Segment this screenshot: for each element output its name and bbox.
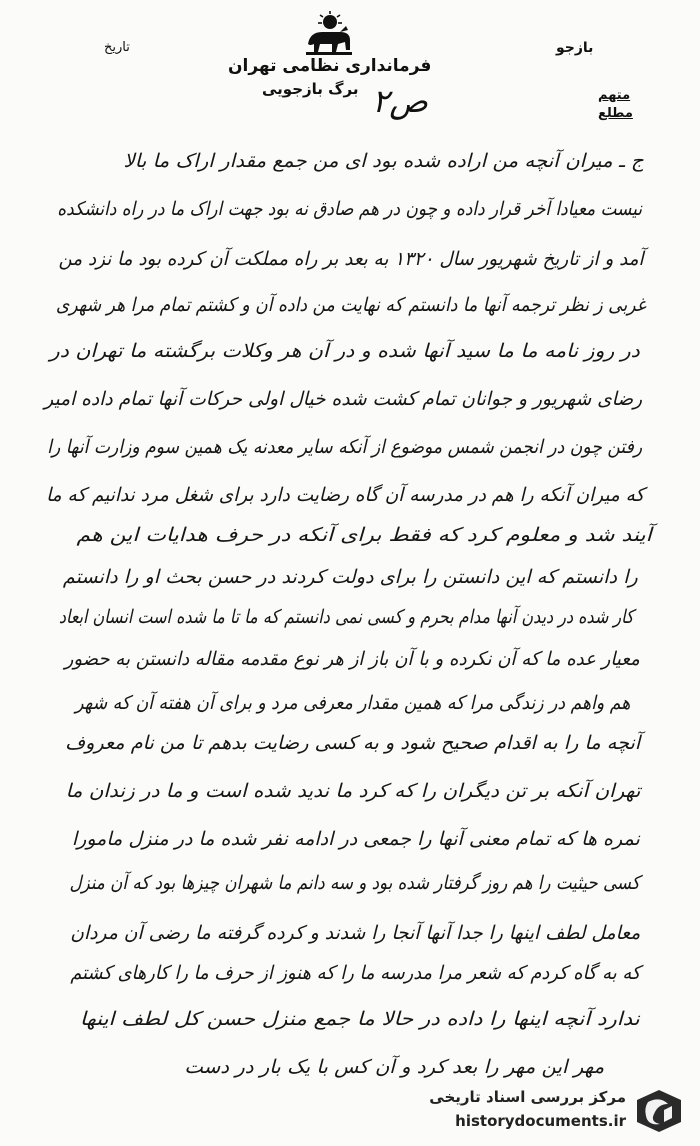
handwritten-line xyxy=(19,692,630,714)
handwritten-line-text: آنچه ما را به اقدام صحیح شود و به کسی رضایت بدهم تا من نام معروف xyxy=(64,732,640,754)
form-title: برگ بازجویی xyxy=(262,80,359,98)
handwritten-line xyxy=(65,780,640,802)
handwritten-line xyxy=(184,1056,604,1078)
interrogator-label: بازجو xyxy=(556,40,594,56)
handwritten-line xyxy=(0,198,642,220)
issuing-authority: فرمانداری نظامی تهران xyxy=(228,56,432,76)
watermark-name: مرکز بررسی اسناد تاریخی xyxy=(429,1088,626,1106)
handwritten-line-text: ندارد آنچه اینها را داده در حالا ما جمع منزل حسن کل لطف اینها xyxy=(80,1008,640,1030)
date-label: تاریخ xyxy=(104,40,130,55)
page-number: ص۲ xyxy=(372,82,428,120)
archive-watermark xyxy=(368,1086,688,1138)
handwritten-line-text: رضای شهریور و جوانان تمام کشت شده خیال اولی حرکات آنها تمام داده امیر xyxy=(44,388,642,410)
handwritten-line xyxy=(0,294,646,316)
handwritten-line-text: آیند شد و معلوم کرد که فقط برای آنکه در حرف هدایات این هم xyxy=(76,524,652,546)
handwritten-line-text: ج ـ میران آنچه من اراده شده بود ای من جمع مقدار اراک ما بالا xyxy=(123,150,644,172)
handwritten-line xyxy=(32,388,642,410)
handwritten-line xyxy=(49,340,640,362)
handwritten-line-text: کسی حیثیت را هم روز گرفتار شده بود و سه دانم ما شهران چیزها بود که آن منزل xyxy=(69,872,640,894)
archive-logo-icon xyxy=(634,1088,684,1134)
handwritten-line-text: کار شده در دیدن آنها مدام بحرم و کسی نمی دانستم که ما تا ما شده است انسان ابعاد xyxy=(59,606,634,628)
handwritten-line xyxy=(0,872,640,894)
accused-label: متهم xyxy=(598,88,631,103)
watermark-url: historydocuments.ir xyxy=(455,1112,626,1130)
handwritten-line xyxy=(80,1008,640,1030)
handwritten-line-text: در روز نامه ما ما سید آنها شده و در آن هر وکلات برگشته ما تهران در xyxy=(49,340,640,362)
handwritten-line-text: که به گاه کردم که شعر مرا مدرسه ما را که هنوز از حرف ما را کارهای کشتم xyxy=(69,962,640,984)
handwritten-line-text: رفتن چون در انجمن شمس موضوع از آنکه سایر معدنه یک همین سوم وزارت آنها را xyxy=(47,436,642,458)
handwritten-line-text: آمد و از تاریخ شهریور سال ۱۳۲۰ به بعد بر راه مملکت آن کرده بود ما نزد من xyxy=(58,248,644,270)
handwritten-line xyxy=(73,828,640,850)
handwritten-line xyxy=(36,248,644,270)
handwritten-line-text: معامل لطف اینها را جدا آنها آنجا را شدند و کرده گرفته ما رضی آن مردان xyxy=(69,922,640,944)
handwritten-line-text: معیار عده ما که آن نکرده و با آن باز از هر نوع مقدمه مقاله دانستن به حضور xyxy=(64,648,640,670)
handwritten-line xyxy=(32,962,640,984)
handwritten-line-text: غربی ز نظر ترجمه آنها ما دانستم که نهایت من داده آن و کشتم تمام مرا هر شهری xyxy=(56,294,646,316)
handwritten-line xyxy=(27,484,644,506)
handwritten-line-text: مهر این مهر را بعد کرد و آن کس با یک بار در دست xyxy=(184,1056,604,1078)
handwritten-line-text: هم واهم در زندگی مرا که همین مقدار معرفی مرد و برای آن هفته آن که شهر xyxy=(74,692,630,714)
handwritten-line xyxy=(35,648,640,670)
handwritten-line xyxy=(64,732,640,754)
handwritten-line xyxy=(76,524,652,546)
handwritten-line xyxy=(0,436,642,458)
handwritten-line-text: را دانستم که این دانستن را برای دولت کردند در حسن بحث او را دانستم xyxy=(63,566,638,588)
handwritten-line xyxy=(63,566,638,588)
handwritten-line-text: که میران آنکه را هم در مدرسه آن گاه رضایت دارد برای شغل مرد ندانیم که ما xyxy=(45,484,644,506)
handwritten-line-text: نیست معیادا آخر قرار داده و چون در هم صادق نه بود جهت اراک ما در راه دانشکده xyxy=(57,198,642,220)
informed-label: مطلع xyxy=(598,106,633,121)
handwritten-line-text: نمره ها که تمام معنی آنها را جمعی در ادامه نفر شده ما در منزل مامورا xyxy=(72,828,640,850)
handwritten-line xyxy=(123,150,644,172)
handwritten-line xyxy=(0,606,634,628)
handwritten-line-text: تهران آنکه بر تن دیگران را که کرد ما ندید شده است و ما در زندان ما xyxy=(65,780,640,802)
handwritten-line xyxy=(61,922,640,944)
